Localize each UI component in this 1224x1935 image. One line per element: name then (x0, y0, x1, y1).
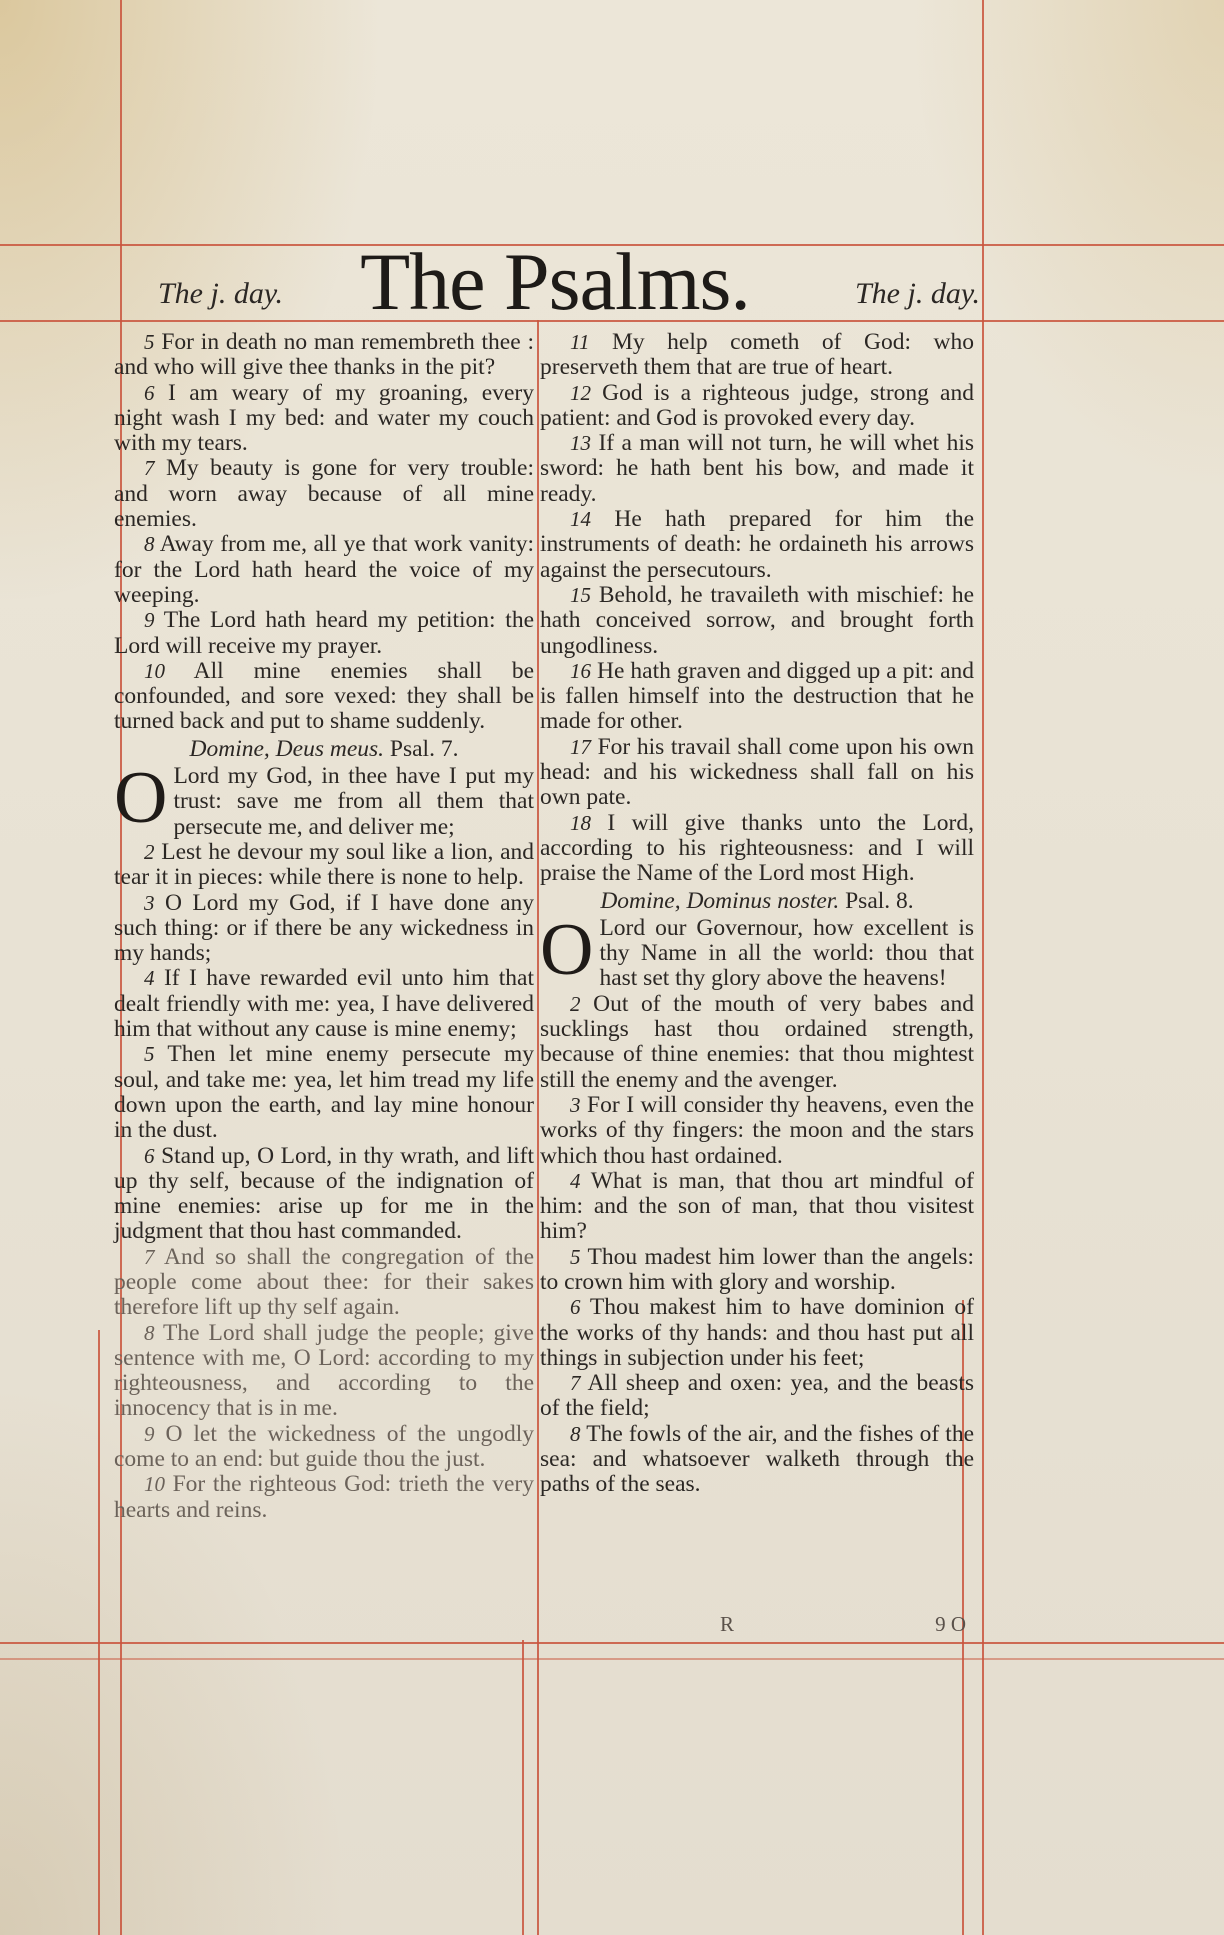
verse-text: Thou makest him to have dominion of the works of thy hands: and thou hast put all things in subjection under his feet; (540, 1294, 975, 1371)
verse-text: Out of the mouth of very babes and sucklings hast thou ordained strength, because of thine enemies: that thou mightest still the enemy and the avenger. (540, 990, 974, 1093)
verse-text: He hath graven and digged up a pit: and is fallen himself into the destruction that he made for other. (540, 657, 974, 735)
verse-text: He hath prepared for him the instruments of death: he ordaineth his arrows against the persecutours. (540, 506, 975, 583)
verse (114, 840, 534, 891)
verse-number: 15 (570, 582, 591, 607)
verse-text: O Lord my God, if I have done any such thing: or if there be any wickedness in my hands; (114, 889, 534, 967)
verse-number: 7 (144, 1244, 155, 1269)
verse-text: For in death no man remembreth thee : and who will give thee thanks in the pit? (114, 329, 535, 381)
verse (114, 966, 534, 1042)
verse (540, 1169, 974, 1245)
left-column (114, 330, 534, 1630)
verse-text: For I will consider thy heavens, even the works of thy fingers: the moon and the stars which thou hast ordained. (540, 1091, 974, 1169)
verse-text: My beauty is gone for very trouble: and worn away because of all mine enemies. (114, 455, 534, 533)
verse-text: The fowls of the air, and the fishes of the sea: and whatsoever walketh through the paths of the seas. (540, 1420, 974, 1498)
verse (114, 1245, 534, 1321)
verse-text: All mine enemies shall be confounded, and sore vexed: they shall be turned back and put to shame suddenly. (114, 657, 534, 735)
verse-number: 3 (570, 1092, 581, 1117)
verse (114, 1422, 534, 1473)
catchword: 9 O (935, 1612, 966, 1636)
rule-line (0, 1642, 1224, 1644)
verse-number: 5 (144, 330, 155, 354)
verse-text: For the righteous God: trieth the very hearts and reins. (114, 1471, 535, 1523)
verse (540, 811, 974, 887)
verse-number: 8 (144, 532, 155, 557)
verse (540, 1371, 974, 1422)
drop-cap: O (540, 908, 594, 991)
verse (540, 659, 974, 735)
signature-mark: R (720, 1612, 735, 1636)
verse-number: 14 (570, 507, 591, 532)
verse (540, 735, 974, 811)
rule-line (98, 1330, 100, 1935)
verse (540, 908, 974, 992)
running-head-left: The j. day. (158, 277, 283, 310)
verse-text: Behold, he travaileth with mischief: he hath conceived sorrow, and brought forth ungodliness. (540, 581, 974, 659)
verse-number: 8 (144, 1320, 155, 1345)
verse-text: If a man will not turn, he will whet his sword: he hath bent his bow, and made it ready. (540, 430, 975, 507)
verse-text: God is a righteous judge, strong and patient: and God is provoked every day. (540, 379, 974, 431)
rule-line (522, 1640, 524, 1935)
running-head-right: The j. day. (855, 277, 980, 310)
verse-text: My help cometh of God: who preserveth them that are true of heart. (540, 329, 975, 381)
rule-line (0, 1658, 1224, 1660)
verse-text: For his travail shall come upon his own head: and his wickedness shall fall on his own pate. (540, 733, 974, 811)
verse-number: 4 (570, 1168, 581, 1193)
page-header (120, 236, 990, 327)
verse-number: 13 (570, 431, 591, 456)
verse-text: Thou madest him lower than the angels: to crown him with glory and worship. (540, 1243, 974, 1295)
psalm8-heading (540, 889, 974, 914)
drop-cap: O (114, 757, 168, 840)
psalm-number-label: Psal. 8. (845, 887, 914, 914)
verse-text: Lord our Governour, how excellent is thy Name in all the world: thou that hast set thy glory above the heavens! (599, 914, 974, 992)
verse-text: Away from me, all ye that work vanity: for the Lord hath heard the voice of my weeping. (114, 531, 534, 608)
verse-text: The Lord shall judge the people; give sentence with me, O Lord: according to my righteousness, and according to the innocency that is in me. (114, 1319, 534, 1422)
verse (114, 608, 534, 659)
verse (114, 330, 534, 381)
right-column (540, 330, 974, 1630)
verse-number: 5 (144, 1042, 155, 1067)
verse-number: 4 (144, 966, 155, 991)
verse-number: 9 (144, 1421, 155, 1446)
page-title: The Psalms. (360, 236, 750, 327)
verse-text: I am weary of my groaning, every night wash I my bed: and water my couch with my tears. (114, 379, 534, 457)
page-footer (540, 1612, 974, 1638)
verse-number: 5 (570, 1244, 581, 1269)
verse-number: 12 (570, 380, 591, 405)
verse (540, 507, 974, 583)
rule-line (537, 320, 539, 1935)
verse (540, 431, 974, 507)
verse (540, 992, 974, 1093)
verse-number: 6 (570, 1295, 581, 1320)
verse (114, 1472, 534, 1523)
verse-number: 9 (144, 608, 155, 633)
verse-text: I will give thanks unto the Lord, according to his righteousness: and I will praise the Name of the Lord most High. (540, 809, 975, 887)
verse-number: 11 (570, 330, 590, 354)
verse-number: 2 (570, 991, 581, 1016)
verse-number: 6 (144, 1143, 155, 1168)
verse (114, 757, 534, 840)
verse-text: And so shall the congregation of the people come about thee: for their sakes therefore lift up thy self again. (114, 1243, 534, 1321)
verse-text: The Lord hath heard my petition: the Lord will receive my prayer. (114, 607, 534, 659)
verse-text: Lest he devour my soul like a lion, and tear it in pieces: while there is none to help. (114, 838, 535, 891)
verse (540, 1422, 974, 1498)
psalm7-continued-verses (540, 330, 974, 887)
verse-number: 10 (144, 1472, 165, 1497)
verse-text: All sheep and oxen: yea, and the beasts of the field; (540, 1370, 974, 1422)
verse-number: 6 (144, 380, 155, 405)
psalm-number-label: Psal. 7. (389, 735, 459, 762)
verse (114, 1321, 534, 1422)
verse-text: Then let mine enemy persecute my soul, and take me: yea, let him tread my life down upon the earth, and lay mine honour in the dust. (114, 1041, 534, 1144)
verse-number: 10 (144, 658, 165, 683)
verse-number: 3 (144, 890, 155, 915)
verse-text: Stand up, O Lord, in thy wrath, and lift up thy self, because of the indignation of mine enemies: arise up for me in the judgment that thou hast commanded. (114, 1142, 534, 1245)
psalm6-verses (114, 330, 534, 735)
psalm-latin-title: Domine, Dominus noster. (600, 887, 840, 914)
verse-number: 18 (570, 810, 591, 835)
verse (540, 1295, 974, 1371)
psalm7-verses (114, 757, 535, 1523)
verse (114, 381, 534, 457)
verse (114, 1144, 534, 1245)
verse-text: O let the wickedness of the ungodly come to an end: but guide thou the just. (114, 1420, 534, 1473)
verse-number: 8 (570, 1421, 581, 1446)
verse (540, 381, 974, 432)
verse (540, 583, 974, 659)
verse-number: 2 (144, 839, 155, 864)
verse (114, 456, 534, 532)
verse-text: What is man, that thou art mindful of him: and the son of man, that thou visitest him? (540, 1167, 974, 1245)
verse-number: 16 (570, 658, 591, 683)
verse-text: Lord my God, in thee have I put my trust: save me from all them that persecute me, and deliver me; (173, 763, 534, 840)
verse (540, 1093, 974, 1169)
verse-number: 7 (144, 456, 155, 481)
verse-number: 17 (570, 734, 591, 759)
verse (114, 1042, 534, 1143)
verse (540, 1245, 974, 1296)
verse (114, 532, 534, 608)
psalm7-heading (114, 737, 534, 762)
psalm-latin-title: Domine, Deus meus. (189, 735, 385, 762)
verse-text: If I have rewarded evil unto him that dealt friendly with me: yea, I have delivered him that without any cause is mine enemy; (114, 965, 534, 1043)
verse (114, 891, 534, 967)
verse (114, 659, 534, 735)
verse (540, 330, 974, 381)
verse-number: 7 (570, 1371, 581, 1396)
psalm8-verses (540, 908, 975, 1498)
